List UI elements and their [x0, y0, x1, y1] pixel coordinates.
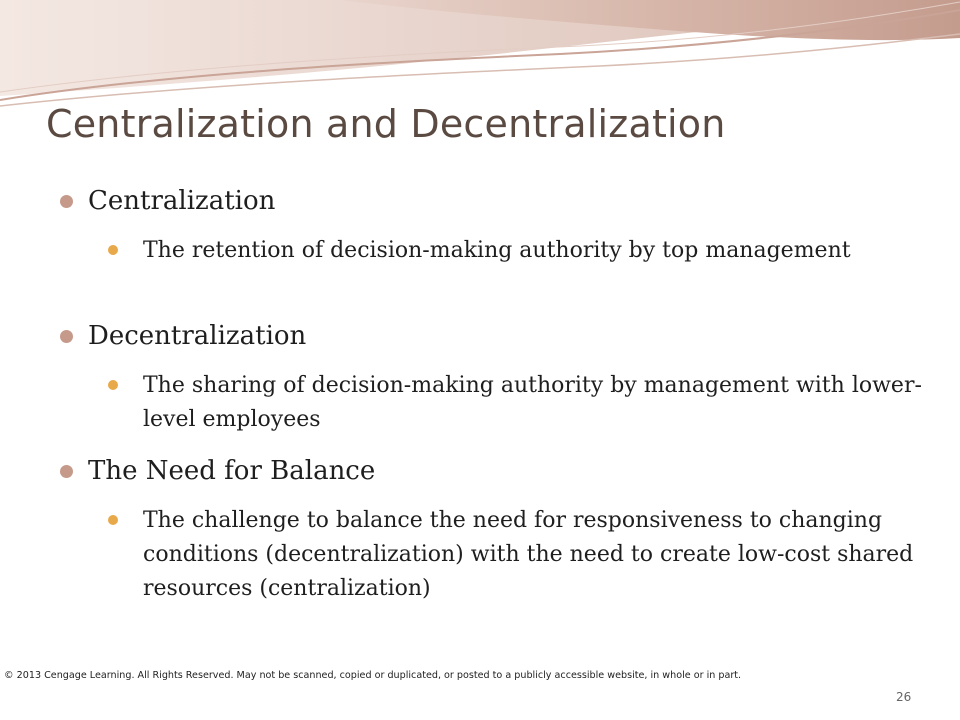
sub-bullet-dot — [108, 245, 118, 255]
bullet-detail-need-for-balance: The challenge to balance the need for responsiveness to changing conditions (decentralization) with the need to create low-cost shared resources (centralization) — [143, 508, 914, 601]
slide-title: Centralization and Decentralization — [46, 102, 726, 146]
copyright-footer: © 2013 Cengage Learning. All Rights Reserved. May not be scanned, copied or duplicated, or posted to a publicly accessible website, in whole or in part. — [4, 670, 742, 681]
bullet-detail-decentralization: The sharing of decision-making authority by management with lower-level employees — [143, 373, 922, 432]
sub-bullet-dot — [108, 515, 118, 525]
bullet-heading-centralization: Centralization — [88, 186, 276, 216]
bullet-detail-centralization: The retention of decision-making authority by top management — [143, 238, 851, 263]
bullet-heading-decentralization: Decentralization — [88, 321, 307, 351]
bullet-heading-need-for-balance: The Need for Balance — [88, 456, 376, 486]
page-number: 26 — [896, 690, 912, 704]
bullet-dot — [60, 465, 73, 478]
bullet-dot — [60, 330, 73, 343]
sub-bullet-dot — [108, 380, 118, 390]
bullet-dot — [60, 195, 73, 208]
